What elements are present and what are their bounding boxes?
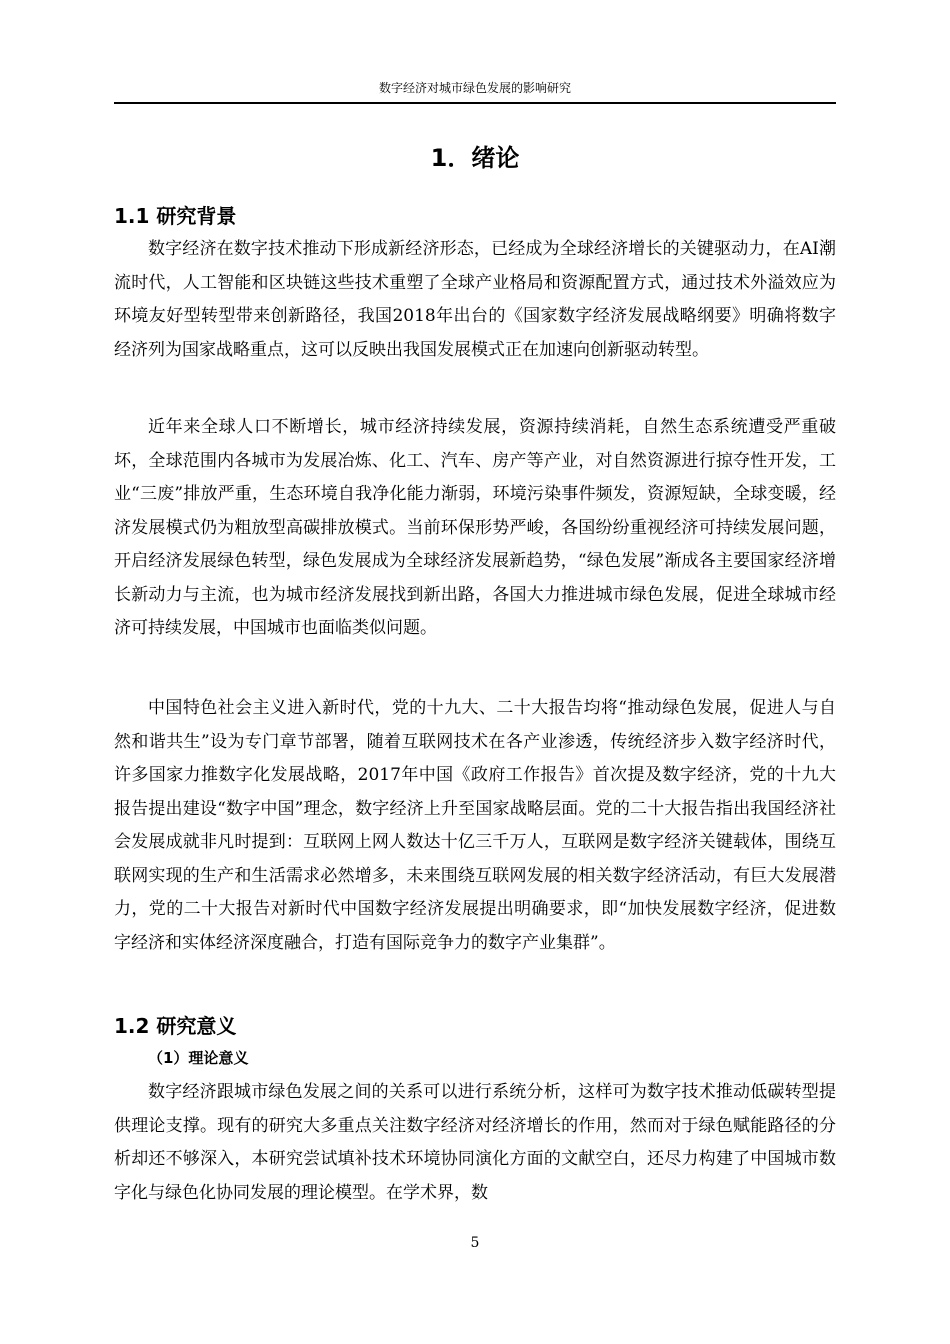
- subheading-theoretical-significance: （1）理论意义: [148, 1049, 249, 1067]
- section-heading-significance: 1.2 研究意义: [114, 1014, 237, 1038]
- paragraph-background-1: 数字经济在数字技术推动下形成新经济形态，已经成为全球经济增长的关键驱动力，在AI潮流时代，人工智能和区块链这些技术重塑了全球产业格局和资源配置方式，通过技术外溢效应为环境友好型转型带来创新路径，我国2018年出台的《国家数字经济发展战略纲要》明确将数字经济列为国家战略重点，这可以反映出我国发展模式正在加速向创新驱动转型。: [114, 239, 836, 360]
- page-number: 5: [470, 1235, 480, 1251]
- paragraph-background-2: 近年来全球人口不断增长，城市经济持续发展，资源持续消耗，自然生态系统遭受严重破坏，全球范围内各城市为发展冶炼、化工、汽车、房产等产业，对自然资源进行掠夺性开发，工业“三废”排放严重，生态环境自我净化能力渐弱，环境污染事件频发，资源短缺，全球变暖，经济发展模式仍为粗放型高碳排放模式。当前环保形势严峻，各国纷纷重视经济可持续发展问题，开启经济发展绿色转型，绿色发展成为全球经济发展新趋势，“绿色发展”渐成各主要国家经济增长新动力与主流，也为城市经济发展找到新出路，各国大力推进城市绿色发展，促进全球城市经济可持续发展，中国城市也面临类似问题。: [114, 417, 836, 638]
- running-header: 数字经济对城市绿色发展的影响研究: [378, 81, 571, 95]
- section-heading-background: 1.1 研究背景: [114, 204, 237, 228]
- paragraph-background-3: 中国特色社会主义进入新时代，党的十九大、二十大报告均将“推动绿色发展，促进人与自然和谐共生”设为专门章节部署，随着互联网技术在各产业渗透，传统经济步入数字经济时代，许多国家力推数字化发展战略，2017年中国《政府工作报告》首次提及数字经济，党的十九大报告提出建设“数字中国”理念，数字经济上升至国家战略层面。党的二十大报告指出我国经济社会发展成就非凡时提到：互联网上网人数达十亿三千万人，互联网是数字经济关键载体，围绕互联网实现的生产和生活需求必然增多，未来围绕互联网发展的相关数字经济活动，有巨大发展潜力，党的二十大报告对新时代中国数字经济发展提出明确要求，即“加快发展数字经济，促进数字经济和实体经济深度融合，打造有国际竞争力的数字产业集群”。: [114, 698, 836, 953]
- chapter-title: 1．绪论: [430, 144, 520, 172]
- header-divider: [114, 102, 836, 104]
- paragraph-theoretical-significance: 数字经济跟城市绿色发展之间的关系可以进行系统分析，这样可为数字技术推动低碳转型提供理论支撑。现有的研究大多重点关注数字经济对经济增长的作用，然而对于绿色赋能路径的分析却还不够深入，本研究尝试填补技术环境协同演化方面的文献空白，还尽力构建了中国城市数字化与绿色化协同发展的理论模型。在学术界，数: [114, 1082, 836, 1203]
